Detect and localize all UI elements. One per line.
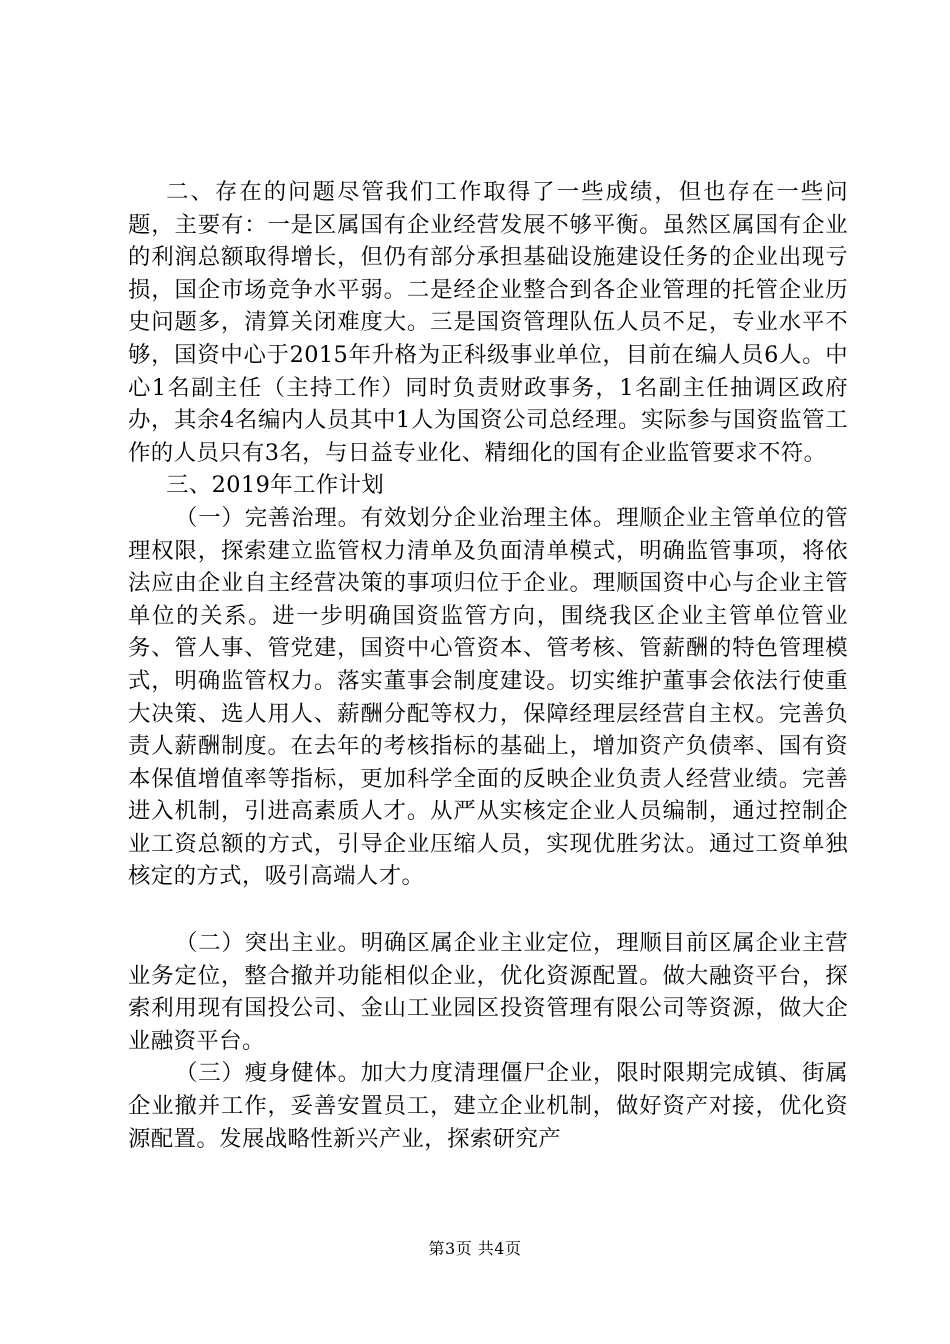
paragraph-spacer [128, 893, 848, 927]
paragraph-slimming: （三）瘦身健体。加大力度清理僵尸企业，限时限期完成镇、街属企业撤并工作，妥善安置员工，建立企业机制，做好资产对接，优化资源配置。发展战略性新兴产业，探索研究产 [128, 1060, 848, 1152]
paragraph-governance: （一）完善治理。有效划分企业治理主体。理顺企业主管单位的管理权限，探索建立监管权力清单及负面清单模式，明确监管事项，将依法应由企业自主经营决策的事项归位于企业。理顺国资中心与企业主管单位的关系。进一步明确国资监管方向，围绕我区企业主管单位管业务、管人事、管党建，国资中心管资本、管考核、管薪酬的特色管理模式，明确监管权力。落实董事会制度建设。切实维护董事会依法行使重大决策、选人用人、薪酬分配等权力，保障经理层经营自主权。完善负责人薪酬制度。在去年的考核指标的基础上，增加资产负债率、国有资本保值增值率等指标，更加科学全面的反映企业负责人经营业绩。完善进入机制，引进高素质人才。从严从实核定企业人员编制，通过控制企业工资总额的方式，引导企业压缩人员，实现优胜劣汰。通过工资单独核定的方式，吸引高端人才。 [128, 504, 848, 890]
document-body [128, 176, 848, 1155]
paragraph-main-business: （二）突出主业。明确区属企业主业定位，理顺目前区属企业主营业务定位，整合撤并功能相似企业，优化资源配置。做大融资平台，探索利用现有国投公司、金山工业园区投资管理有限公司等资源，做大企业融资平台。 [128, 930, 848, 1054]
page-number-footer: 第3页 共4页 [428, 1239, 522, 1258]
section-heading-work-plan: 三、2019年工作计划 [166, 472, 385, 499]
paragraph-problems: 二、存在的问题尽管我们工作取得了一些成绩，但也存在一些问题，主要有：一是区属国有企业经营发展不够平衡。虽然区属国有企业的利润总额取得增长，但仍有部分承担基础设施建设任务的企业出现亏损，国企市场竞争水平弱。二是经企业整合到各企业管理的托管企业历史问题多，清算关闭难度大。三是国资管理队伍人员不足，专业水平不够，国资中心于2015年升格为正科级事业单位，目前在编人员6人。中心1名副主任（主持工作）同时负责财政事务，1名副主任抽调区政府办，其余4名编内人员其中1人为国资公司总经理。实际参与国资监管工作的人员只有3名，与日益专业化、精细化的国有企业监管要求不符。 [128, 179, 848, 466]
